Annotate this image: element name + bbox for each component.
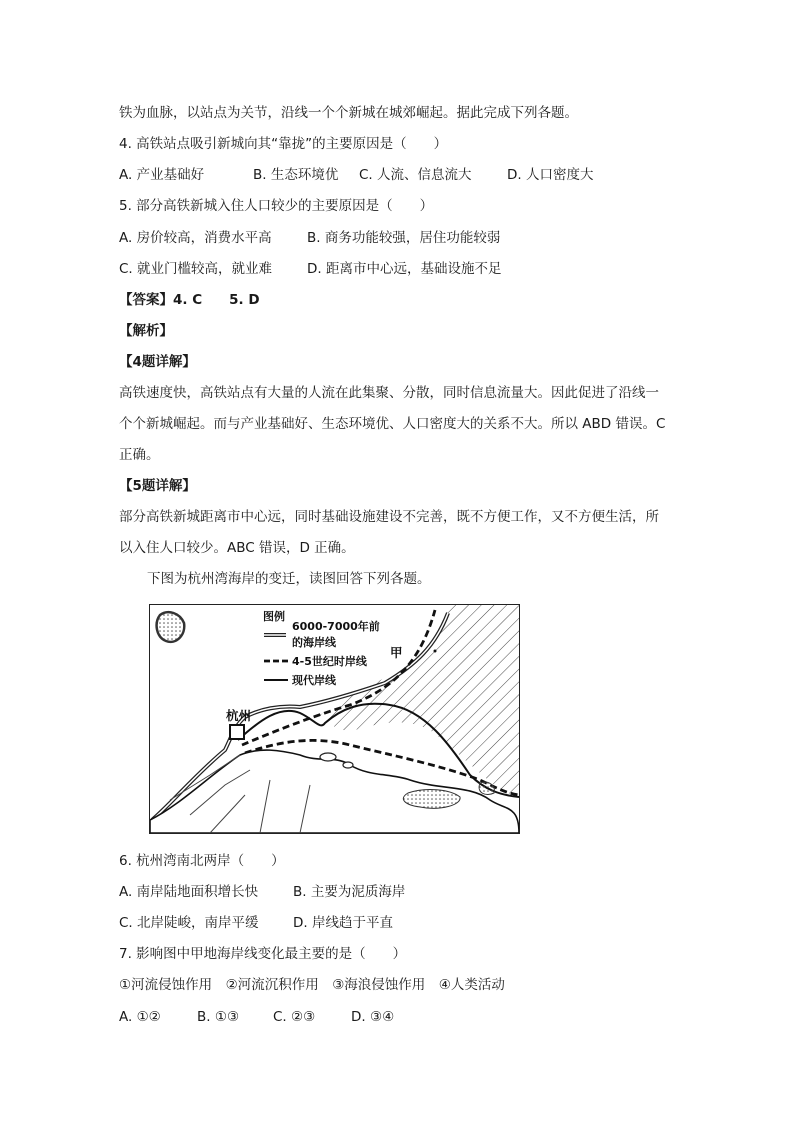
south-land <box>150 750 519 833</box>
bay-island <box>343 762 353 768</box>
q5-option-d: D. 距离市中心远，基础设施不足 <box>307 261 502 277</box>
coastline-map <box>149 604 520 834</box>
q5-option-a: A. 房价较高，消费水平高 <box>119 230 272 246</box>
q4-option-d: D. 人口密度大 <box>507 167 594 183</box>
q5-detail-line: 以入住人口较少。ABC 错误，D 正确。 <box>119 540 355 556</box>
q4-options <box>119 165 593 185</box>
island <box>157 612 185 642</box>
q4-option-b: B. 生态环境优 <box>253 167 339 183</box>
q7-stem: 7. 影响图中甲地海岸线变化最主要的是（ ） <box>119 946 407 962</box>
q6-option-b: B. 主要为泥质海岸 <box>293 884 406 900</box>
legend-title: 图例 <box>263 610 285 623</box>
q5-stem: 5. 部分高铁新城入住人口较少的主要原因是（ ） <box>119 198 434 214</box>
q4-option-c: C. 人流、信息流大 <box>359 167 472 183</box>
q7-option-b: B. ①③ <box>197 1009 240 1025</box>
intro-line: 铁为血脉，以站点为关节，沿线一个个新城在城郊崛起。据此完成下列各题。 <box>119 105 578 121</box>
hangzhou-marker <box>230 725 244 739</box>
q6-options-row1 <box>119 882 405 902</box>
analysis-label: 【解析】 <box>119 323 173 339</box>
q4-detail-line: 正确。 <box>119 447 160 463</box>
q5-option-c: C. 就业门槛较高，就业难 <box>119 261 273 277</box>
q4-option-a: A. 产业基础好 <box>119 167 205 183</box>
q4-detail-label: 【4题详解】 <box>119 354 196 370</box>
q4-stem: 4. 高铁站点吸引新城向其“靠拢”的主要原因是（ ） <box>119 136 448 152</box>
label-jia: 甲 <box>390 645 403 660</box>
q6-options-row2 <box>119 913 393 933</box>
legend-item-century: 4-5世纪时岸线 <box>292 655 367 668</box>
q6-option-d: D. 岸线趋于平直 <box>293 915 393 931</box>
q7-option-c: C. ②③ <box>273 1009 316 1025</box>
q7-factors: ①河流侵蚀作用 ②河流沉积作用 ③海浪侵蚀作用 ④人类活动 <box>119 977 505 993</box>
q7-option-d: D. ③④ <box>351 1009 395 1025</box>
legend-item-ancient: 6000-7000年前 <box>292 620 380 633</box>
q6-stem: 6. 杭州湾南北两岸（ ） <box>119 853 285 869</box>
point-marker <box>434 650 437 653</box>
answer-line: 【答案】4. C 5. D <box>119 292 260 308</box>
q7-options <box>119 1007 394 1027</box>
q5-detail-line: 部分高铁新城距离市中心远，同时基础设施建设不完善，既不方便工作，又不方便生活，所 <box>119 509 659 525</box>
bay-island <box>479 782 494 794</box>
q6-option-a: A. 南岸陆地面积增长快 <box>119 884 259 900</box>
q7-option-a: A. ①② <box>119 1009 161 1025</box>
q5-option-b: B. 商务功能较强，居住功能较弱 <box>307 230 501 246</box>
q5-detail-label: 【5题详解】 <box>119 478 196 494</box>
label-hangzhou: 杭州 <box>226 708 252 723</box>
legend-item-ancient-2: 的海岸线 <box>292 636 336 649</box>
bay-island <box>320 753 336 761</box>
bay-island <box>403 790 460 809</box>
q5-options-row2 <box>119 259 501 279</box>
legend-item-modern: 现代岸线 <box>292 674 336 687</box>
q4-detail-line: 个个新城崛起。而与产业基础好、生态环境优、人口密度大的关系不大。所以 ABD 错误。C <box>119 416 666 432</box>
q4-detail-line: 高铁速度快，高铁站点有大量的人流在此集聚、分散，同时信息流量大。因此促进了沿线一 <box>119 385 659 401</box>
map-intro: 下图为杭州湾海岸的变迁，读图回答下列各题。 <box>147 571 431 587</box>
q6-option-c: C. 北岸陡峻，南岸平缓 <box>119 915 259 931</box>
q5-options-row1 <box>119 228 500 248</box>
